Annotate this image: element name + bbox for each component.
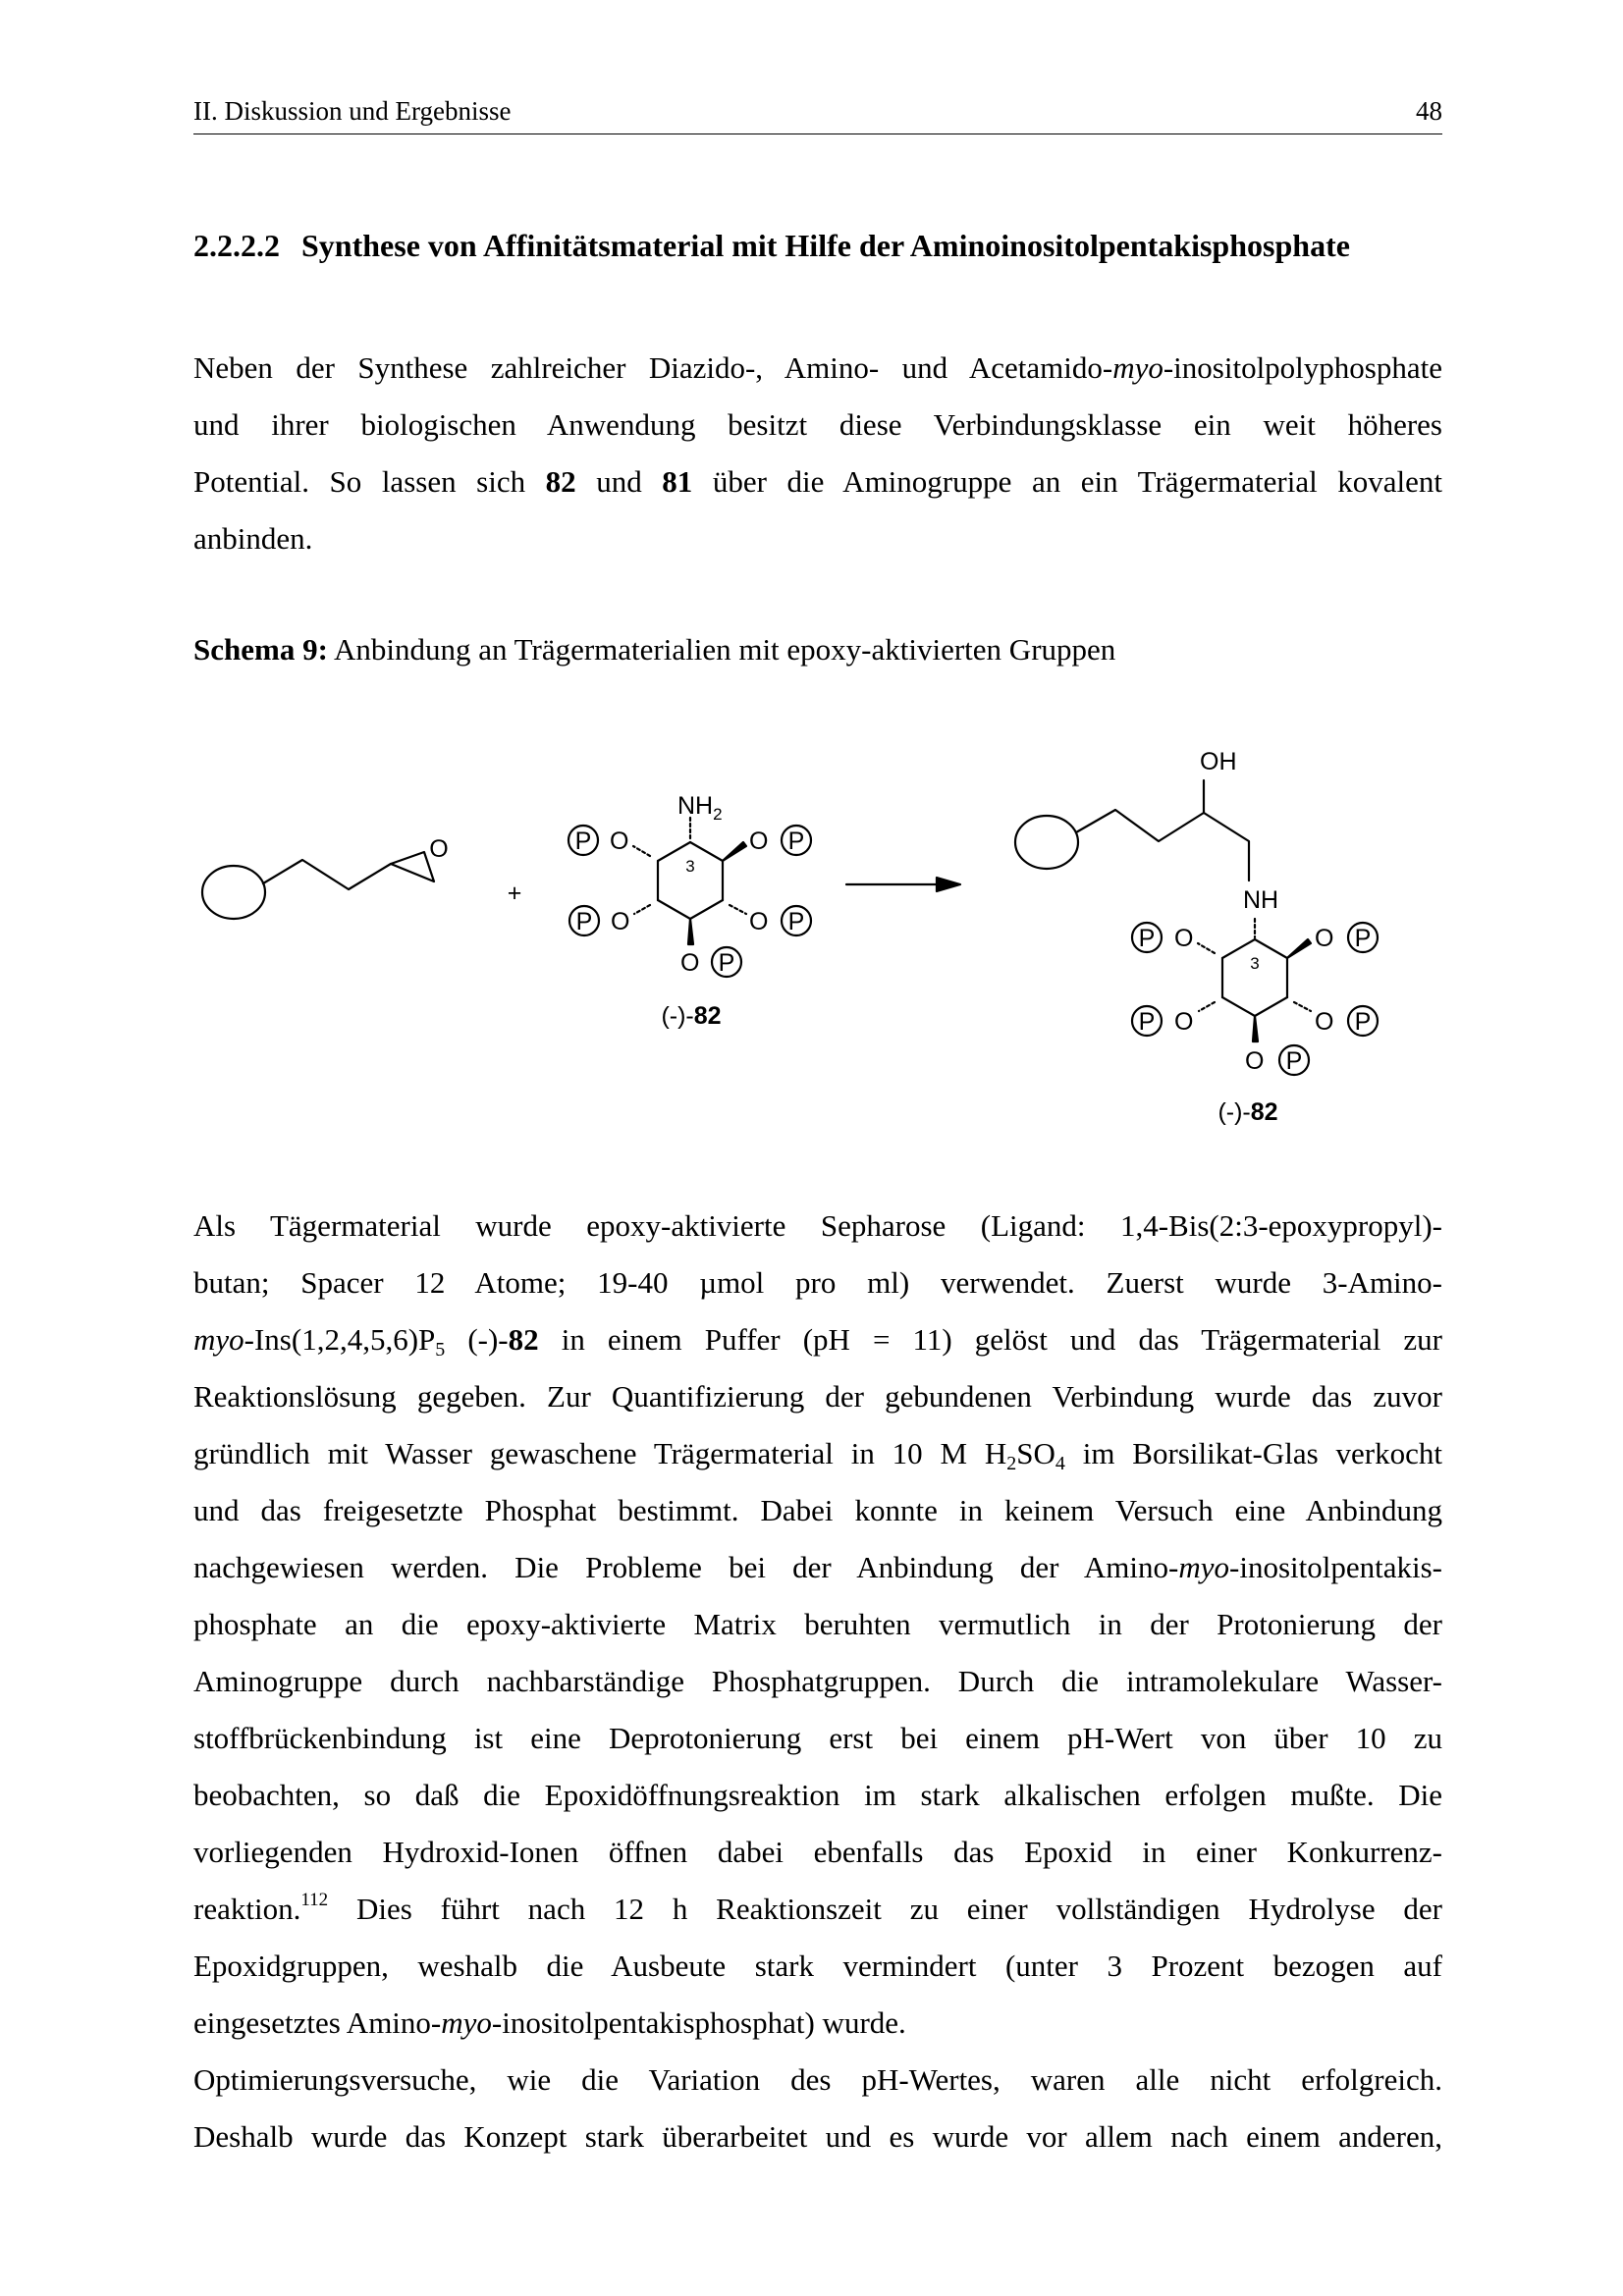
- hydroxyl-label: OH: [1200, 748, 1237, 775]
- text-line: vorliegenden Hydroxid-Ionen öffnen dabei ebenfalls das Epoxid in einer Konkurrenz-: [193, 1835, 1442, 1869]
- epoxide-oxygen: O: [429, 835, 449, 863]
- amino-group: $NH_2$: [677, 792, 723, 824]
- compound-label: (-)-82: [661, 1002, 722, 1030]
- page-number: 48: [1416, 96, 1442, 126]
- oxygen: O: [1245, 1047, 1265, 1075]
- locant-3: 3: [1250, 954, 1260, 973]
- oxygen: O: [1174, 925, 1194, 952]
- text-line: phosphate an die epoxy-aktivierte Matrix beruhten vermutlich in der Protonierung der: [193, 1607, 1442, 1641]
- text-line: nachgewiesen werden. Die Probleme bei der Anbindung der Amino-myo-inositolpentakis-: [193, 1550, 1442, 1584]
- text-line: eingesetztes Amino-myo-inositolpentakisphosphat) wurde.: [193, 2005, 906, 2040]
- text-line: und ihrer biologischen Anwendung besitzt diese Verbindungsklasse ein weit höheres: [193, 407, 1442, 442]
- support-bead: [1015, 816, 1078, 869]
- oxygen: O: [1174, 1008, 1194, 1036]
- text-line: anbinden.: [193, 521, 313, 556]
- locant-3: 3: [685, 857, 695, 876]
- wedge-bond: [1287, 939, 1311, 958]
- scheme-caption-text: Anbindung an Trägermaterialien mit epoxy-aktivierten Gruppen: [327, 632, 1116, 667]
- oxygen: O: [1315, 925, 1334, 952]
- body-paragraph: [193, 1198, 1442, 2165]
- text-line: und das freigesetzte Phosphat bestimmt. Dabei konnte in keinem Versuch eine Anbindung: [193, 1493, 1442, 1527]
- phosphate-p: P: [575, 908, 593, 935]
- nh-label: NH: [1243, 886, 1279, 914]
- text-line: Optimierungsversuche, wie die Variation des pH-Wertes, waren alle nicht erfolgreich.: [193, 2062, 1442, 2097]
- phosphate-p: P: [718, 949, 735, 977]
- text-line: reaktion.$^{112}$ Dies führt nach 12 h Reaktionszeit zu einer vollständigen Hydrolyse der: [193, 1890, 1442, 1926]
- section-number: 2.2.2.2: [193, 228, 280, 263]
- plus-sign: +: [507, 880, 522, 907]
- spacer-chain: [263, 860, 391, 889]
- footnote-reference: 112: [300, 1890, 329, 1910]
- scheme-caption: [193, 632, 1115, 667]
- page-header: [193, 96, 1442, 134]
- oxygen: O: [1315, 1008, 1334, 1036]
- oxygen: O: [680, 949, 700, 977]
- phosphate-p: P: [787, 908, 805, 935]
- phosphate-p: P: [1138, 1008, 1156, 1036]
- spacer-chain: [1076, 810, 1249, 881]
- oxygen: O: [611, 908, 630, 935]
- text-line: Aminogruppe durch nachbarständige Phosphatgruppen. Durch die intramolekulare Wasser-: [193, 1664, 1442, 1698]
- wedge-bond: [688, 919, 693, 944]
- text-line: beobachten, so daß die Epoxidöffnungsreaktion im stark alkalischen erfolgen mußte. Die: [193, 1778, 1442, 1812]
- text-line: Neben der Synthese zahlreicher Diazido-, Amino- und Acetamido-myo-inositolpolyphosphate: [193, 350, 1442, 385]
- compound-label: (-)-82: [1217, 1098, 1278, 1126]
- reaction-scheme: [187, 726, 1463, 1158]
- oxygen: O: [749, 828, 769, 855]
- section-title: Synthese von Affinitätsmaterial mit Hilfe der Aminoinositolpentakisphosphate: [301, 228, 1350, 263]
- text-line: Potential. So lassen sich 82 und 81 über die Aminogruppe an ein Trägermaterial kovalent: [193, 464, 1442, 499]
- text-line: Reaktionslösung gegeben. Zur Quantifizierung der gebundenen Verbindung wurde das zuvor: [193, 1379, 1442, 1414]
- oxygen: O: [749, 908, 769, 935]
- text-line: Als Tägermaterial wurde epoxy-aktivierte Sepharose (Ligand: 1,4-Bis(2:3-epoxypropyl)-: [193, 1208, 1442, 1243]
- oxygen: O: [610, 828, 629, 855]
- text-line: myo-$Ins(1,2,4,5,6)P_5$ (-)-82 in einem Puffer (pH = 11) gelöst und das Trägermaterial zur: [193, 1322, 1443, 1361]
- support-bead: [202, 866, 265, 919]
- phosphate-p: P: [1354, 925, 1372, 952]
- phosphate-p: P: [1354, 1008, 1372, 1036]
- text-line: gründlich mit Wasser gewaschene Trägermaterial in 10 M $H_2SO_4$ im Borsilikat-Glas verkocht: [193, 1436, 1442, 1474]
- section-heading: [193, 228, 1350, 264]
- text-line: stoffbrückenbindung ist eine Deprotonierung erst bei einem pH-Wert von über 10 zu: [193, 1721, 1442, 1755]
- text-line: Deshalb wurde das Konzept stark überarbeitet und es wurde vor allem nach einem anderen,: [193, 2119, 1442, 2154]
- scheme-caption-label: Schema 9:: [193, 632, 328, 667]
- epoxide-ring: [391, 852, 434, 881]
- phosphate-p: P: [1138, 925, 1156, 952]
- phosphate-p: P: [574, 828, 592, 855]
- text-line: Epoxidgruppen, weshalb die Ausbeute stark vermindert (unter 3 Prozent bezogen auf: [193, 1949, 1442, 1983]
- phosphate-p: P: [787, 828, 805, 855]
- wedge-bond: [723, 842, 746, 861]
- intro-paragraph: [193, 340, 1442, 567]
- running-title: II. Diskussion und Ergebnisse: [193, 96, 512, 126]
- phosphate-p: P: [1285, 1047, 1303, 1075]
- wedge-bond: [1253, 1016, 1258, 1041]
- text-line: butan; Spacer 12 Atome; 19-40 µmol pro ml) verwendet. Zuerst wurde 3-Amino-: [193, 1265, 1442, 1300]
